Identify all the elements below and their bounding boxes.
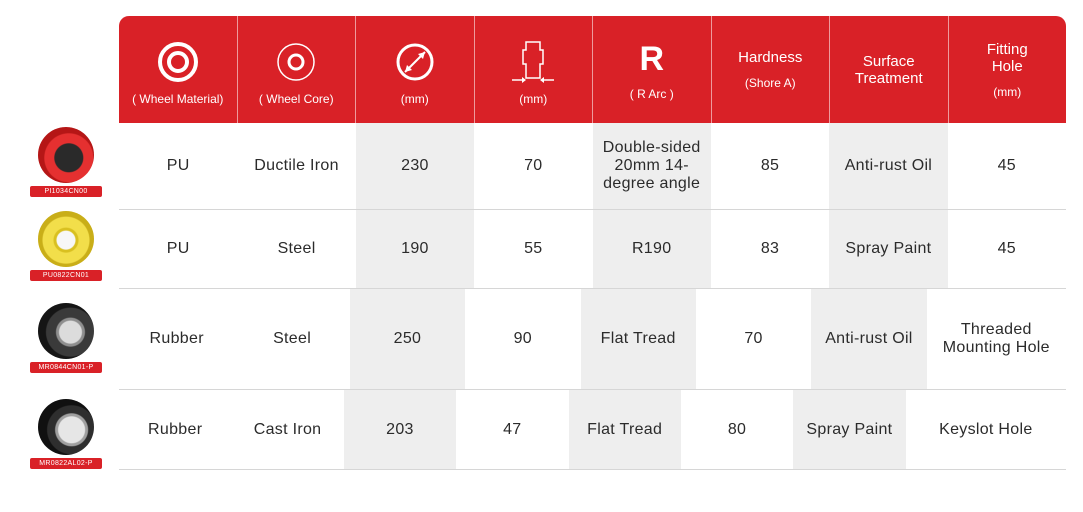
- wheel-item: [28, 396, 104, 481]
- cell-core: Steel: [277, 240, 316, 257]
- cell-hardness: 80: [727, 420, 747, 438]
- cell-arc: Double-sided 20mm 14-degree angle: [593, 123, 711, 209]
- cell-hole: Keyslot Hole: [939, 420, 1033, 438]
- yellow-pu-wheel-image: [38, 211, 94, 267]
- table-row: [119, 123, 1066, 210]
- header-wheel-core: ( Wheel Core): [238, 16, 357, 123]
- header-r-arc: R ( R Arc ): [593, 16, 712, 123]
- cell-material: PU: [166, 240, 190, 257]
- wheel-item: [28, 208, 104, 293]
- cell-material: PU: [166, 157, 190, 174]
- cell-hole: Threaded Mounting Hole: [942, 321, 1050, 356]
- header-diameter: (mm): [356, 16, 475, 123]
- black-rubber-wheel-image: [38, 399, 94, 455]
- header-width: (mm): [475, 16, 594, 123]
- red-pu-wheel-image: [38, 127, 94, 183]
- product-code: MR0844CN01-P: [30, 362, 102, 373]
- cell-width: 70: [524, 157, 543, 174]
- cell-surface: Anti-rust Oil: [829, 123, 947, 209]
- diameter-icon: [394, 40, 436, 84]
- table-row: [119, 289, 1066, 390]
- header-fitting-hole: Fitting Hole (mm): [986, 40, 1028, 99]
- cell-core: Cast Iron: [253, 420, 322, 438]
- cell-hardness: 70: [744, 330, 763, 347]
- product-code: MR0822AL02-P: [30, 458, 102, 469]
- cell-core: Ductile Iron: [254, 157, 339, 174]
- table-row: [119, 210, 1066, 289]
- ring-icon: [157, 40, 199, 84]
- header-surface-treatment: Surface Treatment: [830, 16, 949, 123]
- cell-arc: Flat Tread: [569, 390, 681, 469]
- r-arc-symbol: R: [639, 39, 665, 78]
- cell-hole: 45: [997, 157, 1017, 174]
- table-header: [119, 16, 1066, 123]
- table-body: [119, 123, 1066, 470]
- cell-material: Rubber: [149, 330, 204, 347]
- product-code: PU0822CN01: [30, 270, 102, 281]
- cell-hardness: 83: [760, 240, 780, 257]
- wheel-item: [28, 124, 104, 209]
- cell-width: 55: [524, 240, 543, 257]
- cell-surface: Spray Paint: [793, 390, 905, 469]
- cell-diameter: 190: [356, 210, 474, 288]
- cell-arc: Flat Tread: [581, 289, 696, 389]
- wheel-item: [28, 300, 104, 385]
- cell-hardness: 85: [760, 157, 780, 174]
- cell-width: 90: [513, 330, 533, 347]
- circle-icon: [275, 40, 317, 84]
- cell-diameter: 203: [344, 390, 456, 469]
- wheel-spec-table: [119, 16, 1066, 468]
- cell-diameter: 250: [350, 289, 465, 389]
- header-wheel-material: ( Wheel Material): [119, 16, 238, 123]
- cell-diameter: 230: [356, 123, 474, 209]
- header-hardness: Hardness (Shore A): [712, 16, 831, 123]
- table-row: [119, 390, 1066, 470]
- width-icon: [510, 40, 556, 84]
- cell-width: 47: [503, 420, 522, 438]
- product-code: PI1034CN00: [30, 186, 102, 197]
- cell-surface: Spray Paint: [829, 210, 947, 288]
- cell-surface: Anti-rust Oil: [811, 289, 926, 389]
- black-rubber-wheel-image: [38, 303, 94, 359]
- cell-material: Rubber: [148, 420, 203, 438]
- cell-hole: 45: [997, 240, 1017, 257]
- cell-arc: R190: [593, 210, 711, 288]
- cell-core: Steel: [273, 330, 312, 347]
